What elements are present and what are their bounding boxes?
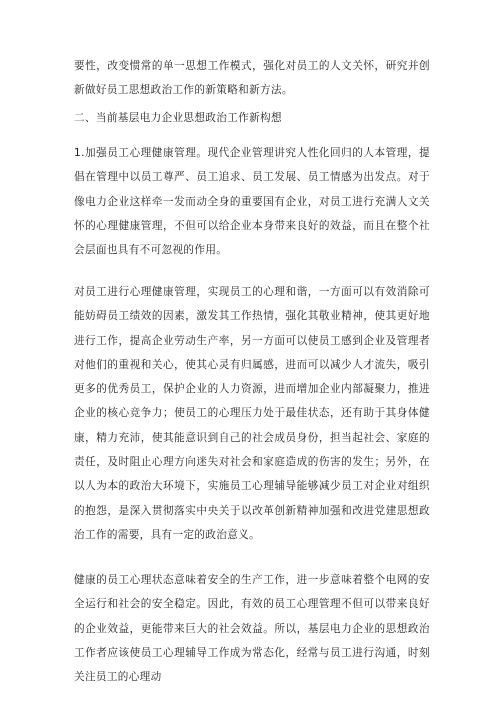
paragraph-mental-health-management: 1.加强员工心理健康管理。现代企业管理讲究人性化回归的人本管理，提倡在管理中以员工尊严、员工追求、员工发展、员工情感为出发点。对于像电力企业这样牵一发而动全身的重要国有企业，对员工进行充满人文关怀的心理健康管理，不但可以给企业本身带来良好的效益，而且在整个社会层面也具有不可忽视的作用。	[74, 147, 430, 257]
paragraph-mental-health-benefits: 对员工进行心理健康管理，实现员工的心理和谐，一方面可以有效消除可能妨碍员工绩效的因素，激发其工作热情，强化其敬业精神，使其更好地进行工作，提高企业劳动生产率，另一方面可以使员工感到企业及管理者对他们的重视和关心，使其心灵有归属感，进而可以减少人才流失，吸引更多的优秀员工，保护企业的人力资源，进而增加企业内部凝聚力，推进企业的核心竞争力；使员工的心理压力处于最佳状态，还有助于其身体健康，精力充沛，使其能意识到自己的社会成员身份，担当起社会、家庭的责任，及时阻止心理方向迷失对社会和家庭造成的伤害的发生；另外，在以人为本的政治大环境下，实施员工心理辅导能够减少员工对企业对组织的抱怨，是深入贯彻落实中央关于以改革创新精神加强和改进党建思想政治工作的需要，具有一定的政治意义。	[74, 286, 430, 541]
section-heading: 二、当前基层电力企业思想政治工作新构想	[74, 112, 282, 124]
paragraph-continuation: 要性，改变惯常的单一思想工作模式，强化对员工的人文关怀，研究并创新做好员工思想政治工作的新策略和新方法。	[74, 60, 430, 97]
paragraph-safety-and-stability: 健康的员工心理状态意味着安全的生产工作，进一步意味着整个电网的安全运行和社会的安全稳定。因此，有效的员工心理管理不但可以带来良好的企业效益，更能带来巨大的社会效益。所以，基层电力企业的思想政治工作者应该使员工心理辅导工作成为常态化，经常与员工进行沟通，时刻关注员工的心理动	[74, 574, 430, 684]
